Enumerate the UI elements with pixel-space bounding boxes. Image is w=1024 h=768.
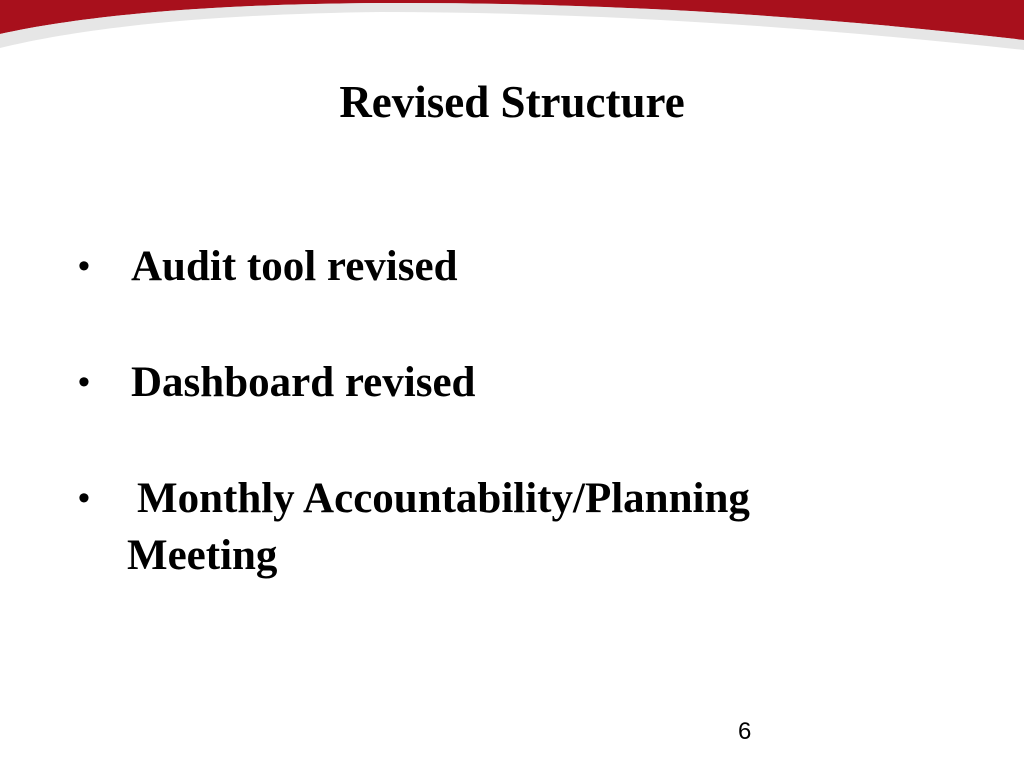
bullet-text-line1: Monthly Accountability/Planning bbox=[137, 475, 750, 522]
bullet-dot-icon: • bbox=[78, 247, 90, 285]
bullet-item bbox=[78, 354, 475, 411]
bullet-text-line2: Meeting bbox=[127, 532, 278, 579]
bullet-text: Audit tool revised bbox=[131, 243, 458, 290]
bullet-text: Dashboard revised bbox=[131, 359, 476, 406]
bullet-item bbox=[78, 238, 458, 295]
slide-title: Revised Structure bbox=[339, 77, 685, 127]
bullet-item bbox=[78, 470, 958, 584]
page-number: 6 bbox=[738, 718, 752, 745]
bullet-dot-icon: • bbox=[78, 479, 90, 517]
bullet-dot-icon: • bbox=[78, 363, 90, 401]
